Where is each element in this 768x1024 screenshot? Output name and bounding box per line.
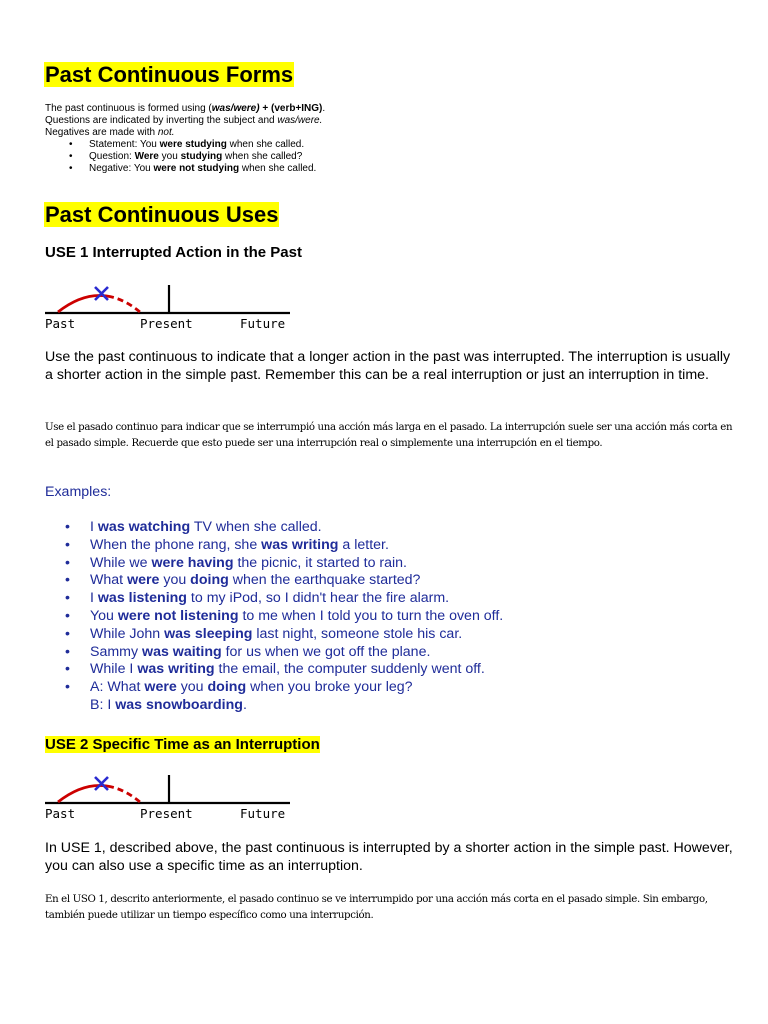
text-line: Questions are indicated by inverting the subject and was/were. [45,115,323,126]
list-item: • What were you doing when the earthquake started? [45,572,735,590]
action-arc [58,786,140,803]
interruption-x-icon [95,287,108,300]
list-item: • When the phone rang, she was writing a letter. [45,537,735,555]
list-item: • While we were having the picnic, it started to rain. [45,555,735,573]
forms-heading: Past Continuous Forms [45,62,294,87]
use2-heading: USE 2 Specific Time as an Interruption [45,736,320,753]
use1-paragraph: Use the past continuous to indicate that a longer action in the past was interrupted. The interruption is usually a shorter action in the simple past. Remember this can be a real interruption or just an interruption in time. [45,349,731,383]
list-item: • Statement: You were studying when she called. [45,139,445,151]
use1-heading: USE 1 Interrupted Action in the Past [45,244,302,261]
list-item: • Sammy was waiting for us when we got off the plane. [45,644,735,662]
text-line: Negatives are made with not. [45,127,175,138]
list-item: • You were not listening to me when I told you to turn the oven off. [45,608,735,626]
list-item: • Negative: You were not studying when she called. [45,163,445,175]
list-item: • I was watching TV when she called. [45,519,735,537]
forms-intro [45,103,445,139]
timeline-future-label: Future [240,316,286,331]
text-line: The past continuous is formed using (was/were) + (verb+ING). [45,103,326,114]
list-item: • Question: Were you studying when she called? [45,151,445,163]
uses-heading: Past Continuous Uses [45,202,279,227]
use1-spanish: Use el pasado continuo para indicar que se interrumpió una acción más larga en el pasado. La interrupción suele ser una acción más corta en el pasado simple. Recuerde que esto puede ser una interrupción real o simplemente una interrupción en el tiempo. [45,422,733,449]
timeline-diagram [45,283,295,331]
interruption-x-icon [95,777,108,790]
use2-heading-block [45,735,320,755]
timeline-diagram [45,773,295,821]
forms-heading-block [44,60,294,90]
timeline-future-label: Future [240,806,286,821]
timeline-present-label: Present [140,316,193,331]
timeline-past-label: Past [45,806,76,821]
timeline-past-label: Past [45,316,76,331]
examples-list [45,519,735,715]
use2-spanish: En el USO 1, descrito anteriormente, el pasado continuo se ve interrumpido por una acción más corta en el pasado simple. Sin embargo, también puede utilizar un tiempo específico como una interrupción. [45,894,708,921]
timeline-present-label: Present [140,806,193,821]
list-item: • I was listening to my iPod, so I didn't hear the fire alarm. [45,590,735,608]
forms-section [45,103,445,175]
forms-bullets [45,139,445,175]
examples-title: Examples: [45,484,112,500]
use1-timeline [45,283,295,336]
list-item: • While I was writing the email, the computer suddenly went off. [45,661,735,679]
uses-heading-block [44,200,279,230]
action-arc [58,296,140,313]
use2-timeline [45,773,295,826]
list-item: • A: What were you doing when you broke your leg? B: I was snowboarding. [45,679,735,715]
list-item: • While John was sleeping last night, someone stole his car. [45,626,735,644]
use2-paragraph: In USE 1, described above, the past continuous is interrupted by a shorter action in the simple past. However, you can also use a specific time as an interruption. [45,840,733,874]
